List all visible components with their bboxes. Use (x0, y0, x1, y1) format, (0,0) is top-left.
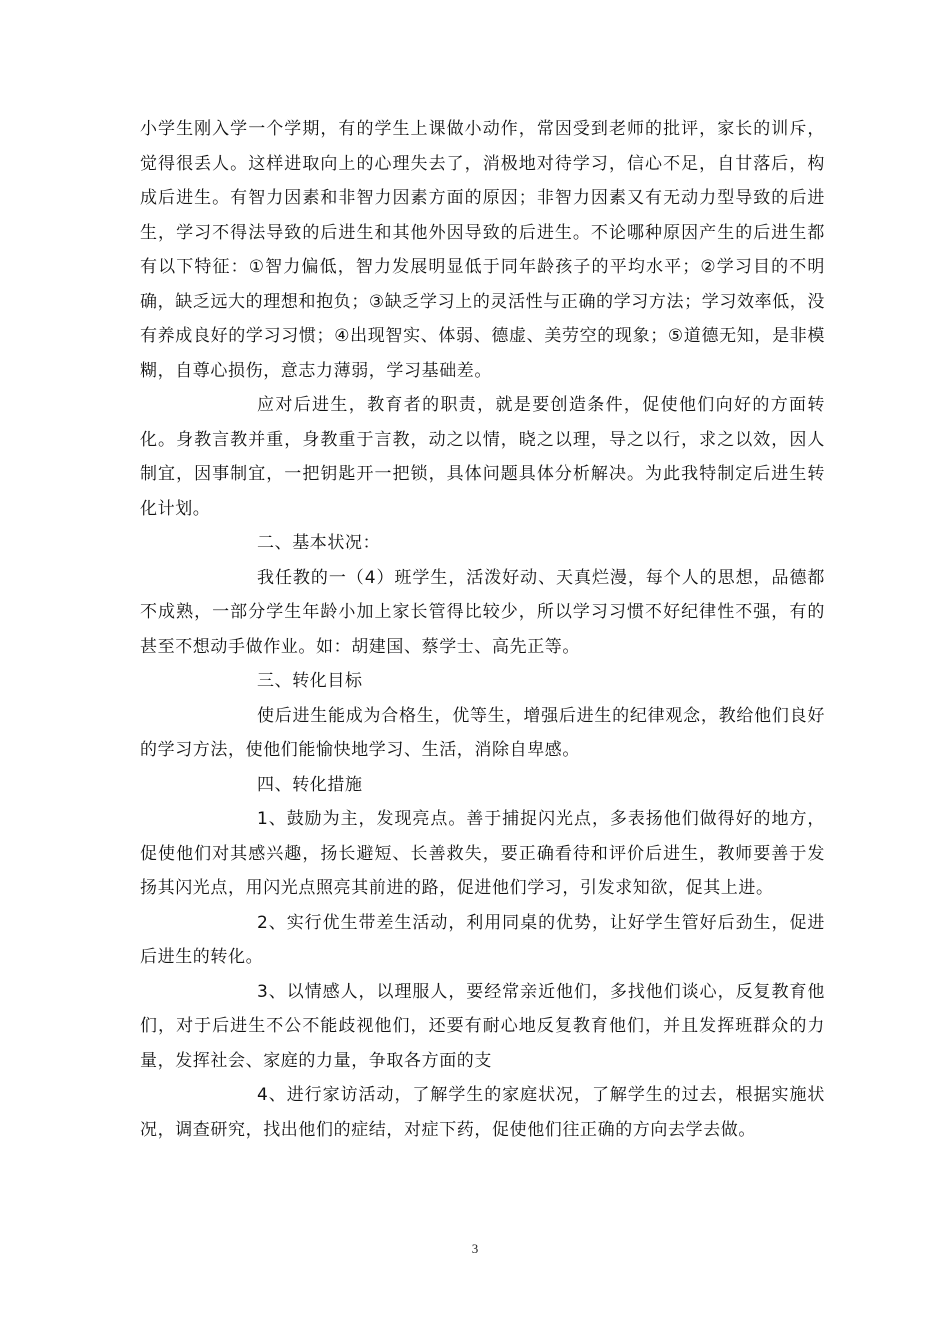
paragraph-measure-2: 2、实行优生带差生活动，利用同桌的优势，让好学生管好后劲生，促进后进生的转化。 (140, 912, 825, 967)
paragraph-measure-4: 4、进行家访活动，了解学生的家庭状况，了解学生的过去，根据实施状况，调查研究，找出他们的症结，对症下药，促使他们往正确的方向去学去做。 (140, 1085, 825, 1140)
page-number: 3 (471, 1241, 479, 1256)
paragraph-measure-3: 3、以情感人，以理服人，要经常亲近他们，多找他们谈心，反复教育他们，对于后进生不公不能歧视他们，还要有耐心地反复教育他们，并且发挥班群众的力量，发挥社会、家庭的力量，争取各方面的支 (140, 981, 825, 1071)
document-body (140, 112, 825, 1147)
paragraph-basic-situation: 我任教的一（4）班学生，活泼好动、天真烂漫，每个人的思想，品德都不成熟，一部分学生年龄小加上家长管得比较少，所以学习习惯不好纪律性不强，有的甚至不想动手做作业。如：胡建国、蔡学士、高先正等。 (140, 567, 825, 657)
paragraph-measure-1: 1、鼓励为主，发现亮点。善于捕捉闪光点，多表扬他们做得好的地方，促使他们对其感兴趣，扬长避短、长善救失，要正确看待和评价后进生，教师要善于发扬其闪光点，用闪光点照亮其前进的路，促进他们学习，引发求知欲，促其上进。 (140, 809, 825, 898)
paragraph-teacher-duty: 应对后进生，教育者的职责，就是要创造条件，促使他们向好的方面转化。身教言教并重，身教重于言教，动之以情，晓之以理，导之以行，求之以效，因人制宜，因事制宜，一把钥匙开一把锁，具体问题具体分析解决。为此我特制定后进生转化计划。 (140, 395, 825, 519)
paragraph-goal: 使后进生能成为合格生，优等生，增强后进生的纪律观念，教给他们良好的学习方法，使他们能愉快地学习、生活，消除自卑感。 (140, 705, 825, 760)
section-heading-measures: 四、转化措施 (257, 774, 363, 795)
paragraph-intro: 小学生刚入学一个学期，有的学生上课做小动作，常因受到老师的批评，家长的训斥，觉得很丢人。这样进取向上的心理失去了，消极地对待学习，信心不足，自甘落后，构成后进生。有智力因素和非智力因素方面的原因；非智力因素又有无动力型导致的后进生，学习不得法导致的后进生和其他外因导致的后进生。不论哪种原因产生的后进生都有以下特征：①智力偏低，智力发展明显低于同年龄孩子的平均水平；②学习目的不明确，缺乏远大的理想和抱负；③缺乏学习上的灵活性与正确的学习方法；学习效率低，没有养成良好的学习习惯；④出现智实、体弱、德虚、美劳空的现象；⑤道德无知，是非模糊，自尊心损伤，意志力薄弱，学习基础差。 (140, 119, 825, 381)
section-heading-goal: 三、转化目标 (257, 671, 363, 691)
section-heading-basic-situation: 二、基本状况： (257, 533, 381, 553)
